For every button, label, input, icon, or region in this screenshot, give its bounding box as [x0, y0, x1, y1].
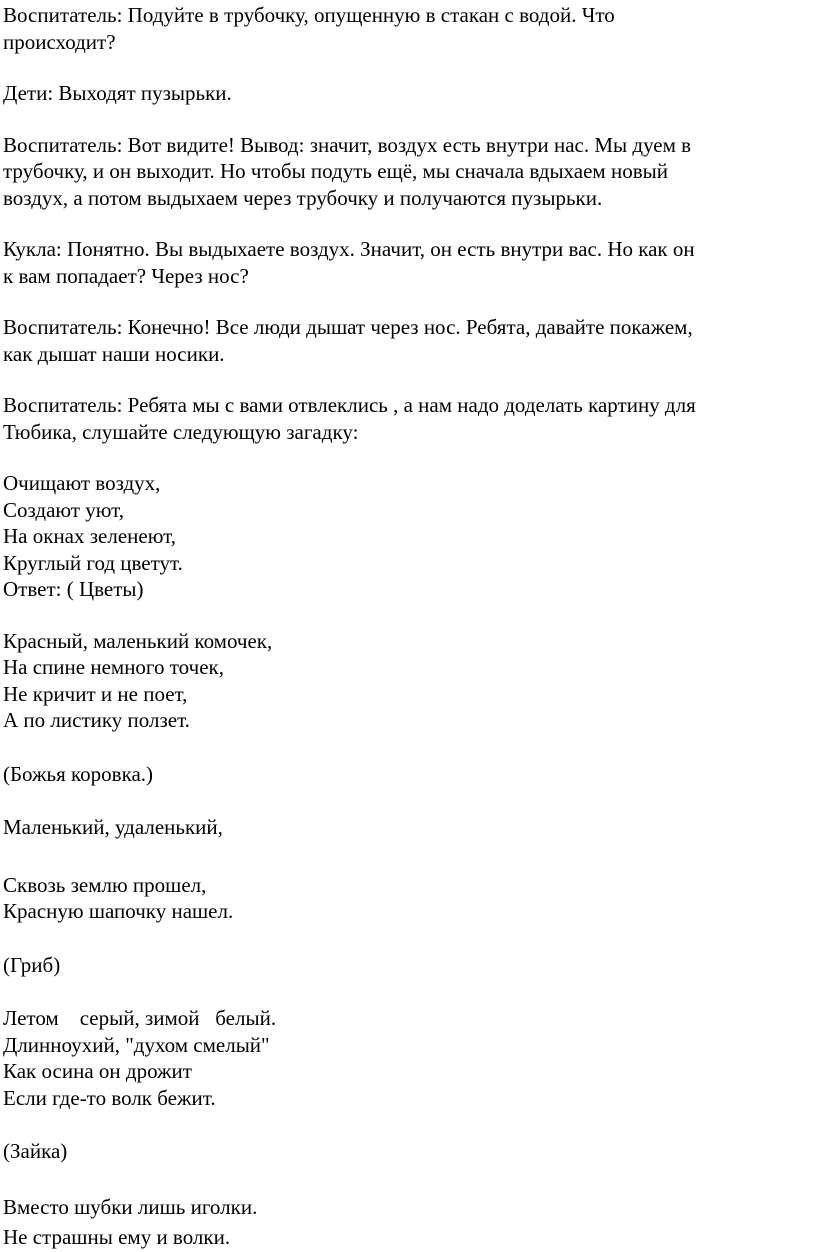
dialogue-paragraph	[3, 392, 813, 445]
riddle-answer: (Зайка)	[3, 1139, 68, 1163]
riddle-answer: (Гриб)	[3, 952, 61, 977]
text-line: Воспитатель: Ребята мы с вами отвлеклись , а нам надо доделать картину для	[3, 393, 696, 417]
riddle-mushroom	[3, 814, 813, 925]
text-line: Тюбика, слушайте следующую загадку:	[3, 419, 359, 444]
dialogue-paragraph	[3, 314, 813, 367]
dialogue-paragraph	[3, 80, 813, 107]
riddle-line: Сквозь землю прошел,	[3, 872, 207, 897]
riddle-line: Красную шапочку нашел.	[3, 899, 234, 923]
text-line: Дети: Выходят пузырьки.	[3, 81, 232, 105]
riddle-line: Как осина он дрожит	[3, 1059, 192, 1083]
text-line: Воспитатель: Конечно! Все люди дышат через нос. Ребята, давайте покажем,	[3, 315, 693, 339]
text-line: воздух, а потом выдыхаем через трубочку и получаются пузырьки.	[3, 185, 603, 210]
riddle-flowers	[3, 470, 813, 603]
dialogue-paragraph	[3, 132, 813, 212]
riddle-line: На окнах зеленеют,	[3, 524, 176, 548]
riddle-line: Круглый год цветут.	[3, 550, 183, 575]
text-line: Воспитатель: Вот видите! Вывод: значит, воздух есть внутри нас. Мы дуем в	[3, 132, 692, 157]
text-line: Воспитатель: Подуйте в трубочку, опущенную в стакан с водой. Что	[3, 3, 615, 27]
riddle-ladybug	[3, 628, 813, 734]
riddle-answer: (Божья коровка.)	[3, 761, 154, 786]
text-line: Кукла: Понятно. Вы выдыхаете воздух. Значит, он есть внутри вас. Но как он	[3, 237, 695, 261]
text-line: как дышат наши носики.	[3, 341, 225, 366]
riddle-line: На спине немного точек,	[3, 655, 224, 679]
dialogue-paragraph	[3, 236, 813, 289]
riddle-line: Длинноухий, "духом смелый"	[3, 1032, 270, 1057]
riddle-line: Маленький, удаленький,	[3, 815, 223, 839]
text-line: происходит?	[3, 29, 116, 54]
riddle-line: Если где-то волк бежит.	[3, 1085, 216, 1110]
riddle-answer: Ответ: ( Цветы)	[3, 577, 144, 601]
riddle-line: Не кричит и не поет,	[3, 681, 188, 706]
riddle-line: Вместо шубки лишь иголки.	[3, 1194, 258, 1219]
riddle-line: Летом серый, зимой белый.	[3, 1006, 277, 1030]
text-line: к вам попадает? Через нос?	[3, 263, 249, 288]
dialogue-paragraph	[3, 2, 813, 55]
riddle-hedgehog	[3, 1192, 813, 1252]
riddle-hare	[3, 1005, 813, 1111]
document-page	[3, 0, 813, 1252]
riddle-line: А по листику ползет.	[3, 708, 190, 732]
riddle-line: Создают уют,	[3, 497, 125, 522]
riddle-line: Красный, маленький комочек,	[3, 628, 273, 653]
riddle-line: Очищают воздух,	[3, 471, 161, 495]
riddle-line: Не страшны ему и волки.	[3, 1224, 231, 1249]
text-line: трубочку, и он выходит. Но чтобы подуть ещё, мы сначала вдыхаем новый	[3, 159, 668, 183]
